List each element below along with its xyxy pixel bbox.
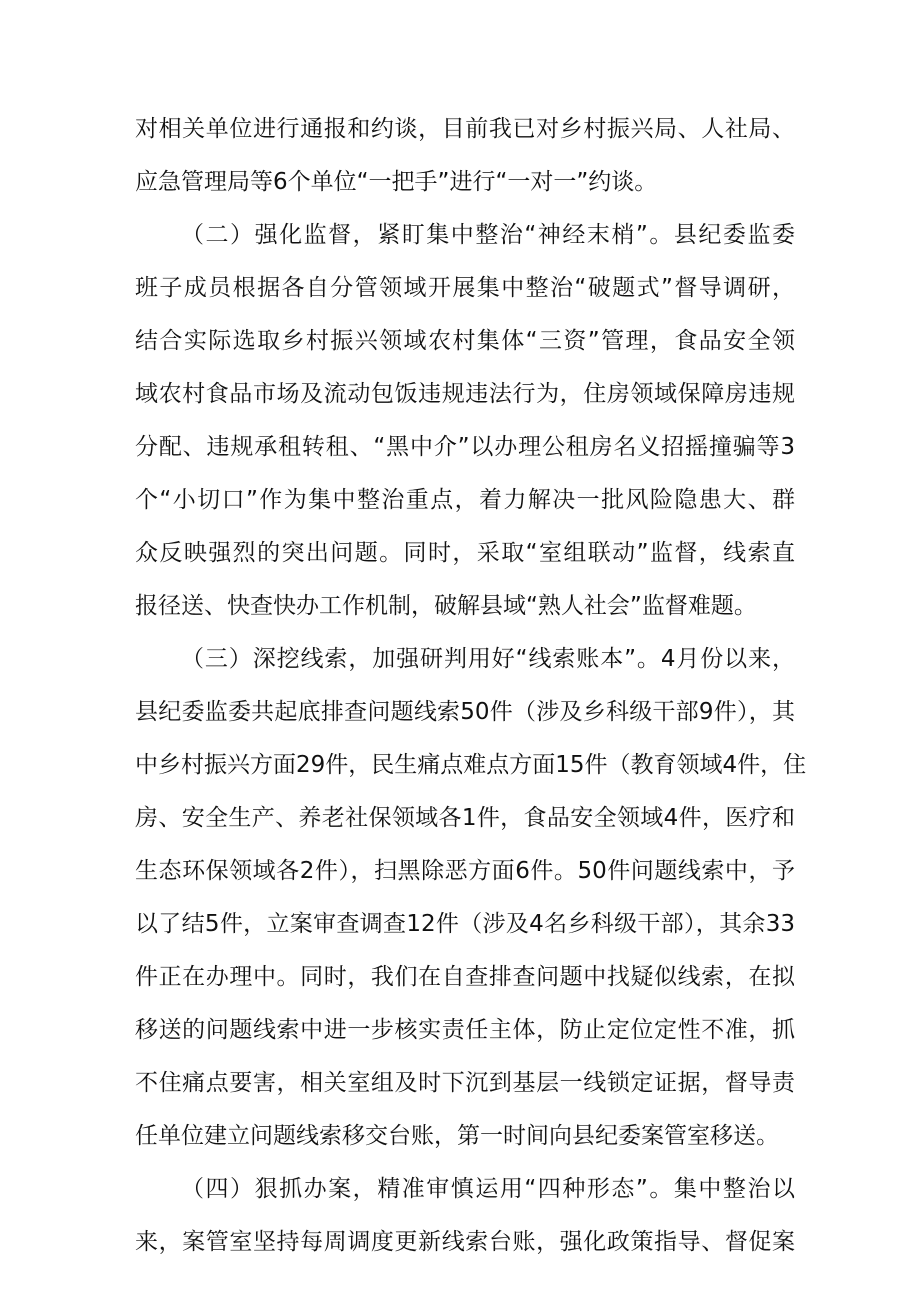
- text-line: 以了结5件，立案审查调查12件（涉及4名乡科级干部），其余33: [135, 911, 795, 937]
- text-line: 移送的问题线索中进一步核实责任主体，防止定位定性不准，抓: [135, 1017, 795, 1043]
- text-line: 分配、违规承租转租、“黑中介”以办理公租房名义招摇撞骗等3: [135, 434, 795, 460]
- text-line: 房、安全生产、养老社保领域各1件，食品安全领域4件，医疗和: [135, 805, 795, 831]
- section-heading-line: （四）狠抓办案，精准审慎运用“四种形态”。集中整治以: [181, 1176, 795, 1202]
- text-line: 件正在办理中。同时，我们在自查排查问题中找疑似线索，在拟: [135, 964, 795, 990]
- text-line: 个“小切口”作为集中整治重点，着力解决一批风险隐患大、群: [135, 487, 795, 513]
- text-line: 应急管理局等6个单位“一把手”进行“一对一”约谈。: [135, 169, 658, 195]
- section-heading-line: （三）深挖线索，加强研判用好“线索账本”。4月份以来，: [181, 646, 795, 672]
- text-line: 生态环保领域各2件），扫黑除恶方面6件。50件问题线索中，予: [135, 858, 795, 884]
- text-line: 众反映强烈的突出问题。同时，采取“室组联动”监督，线索直: [135, 540, 795, 566]
- text-line: 域农村食品市场及流动包饭违规违法行为，住房领域保障房违规: [135, 381, 795, 407]
- text-line: 报径送、快查快办工作机制，破解县域“熟人社会”监督难题。: [135, 593, 757, 619]
- text-line: 中乡村振兴方面29件，民生痛点难点方面15件（教育领域4件，住: [135, 752, 807, 778]
- text-line: 县纪委监委共起底排查问题线索50件（涉及乡科级干部9件），其: [135, 699, 795, 725]
- section-heading-line: （二）强化监督，紧盯集中整治“神经末梢”。县纪委监委: [181, 222, 795, 248]
- text-line: 班子成员根据各自分管领域开展集中整治“破题式”督导调研，: [135, 275, 795, 301]
- text-line: 来，案管室坚持每周调度更新线索台账，强化政策指导、督促案: [135, 1229, 795, 1255]
- text-line: 不住痛点要害，相关室组及时下沉到基层一线锁定证据，督导责: [135, 1070, 795, 1096]
- document-body: [135, 103, 807, 1269]
- text-line: 任单位建立问题线索移交台账，第一时间向县纪委案管室移送。: [135, 1123, 779, 1149]
- text-line: 结合实际选取乡村振兴领域农村集体“三资”管理，食品安全领: [135, 328, 795, 354]
- text-line: 对相关单位进行通报和约谈，目前我已对乡村振兴局、人社局、: [135, 116, 795, 142]
